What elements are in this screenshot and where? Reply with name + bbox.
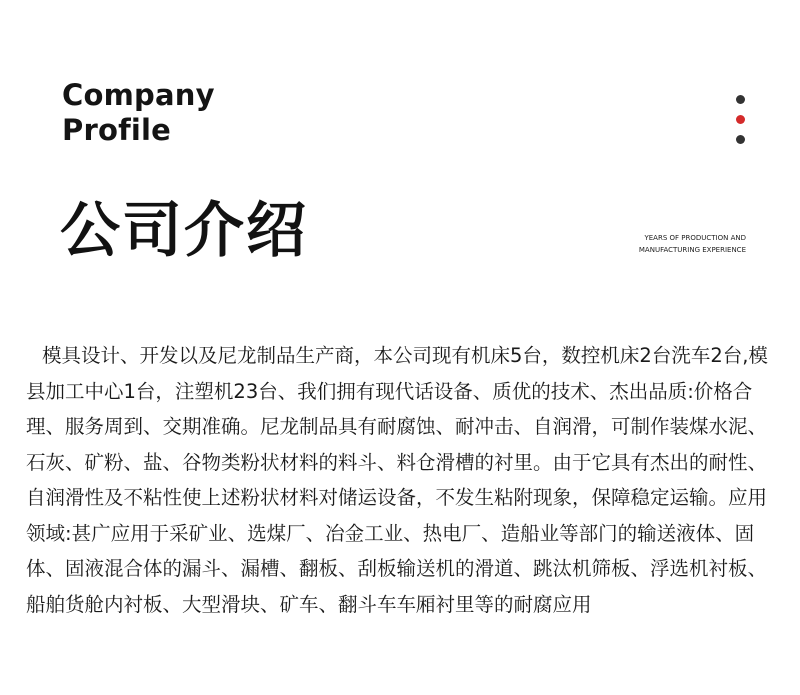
decorative-dots <box>736 95 746 155</box>
chinese-title: 公司介绍 <box>60 196 308 266</box>
caption-line-1: YEARS OF PRODUCTION AND <box>644 234 746 242</box>
dot-icon-middle <box>736 115 745 124</box>
heading-line-company: Company <box>62 78 215 112</box>
experience-caption <box>639 232 746 256</box>
company-profile-heading <box>62 78 215 148</box>
dot-icon-bottom <box>736 135 745 144</box>
heading-line-profile: Profile <box>62 113 172 147</box>
company-description: 模具设计、开发以及尼龙制品生产商，本公司现有机床5台，数控机床2台洗车2台,模县加工中心1台，注塑机23台、我们拥有现代话设备、质优的技术、杰出品质:价格合理、服务周到、交期准确。尼龙制品具有耐腐蚀、耐冲击、自润滑，可制作装煤水泥、石灰、矿粉、盐、谷物类粉状材料的料斗、料仓滑槽的衬里。由于它具有杰出的耐性、自润滑性及不粘性使上述粉状材料对储运设备，不发生粘附现象，保障稳定运输。应用领域:甚广应用于采矿业、选煤厂、冶金工业、热电厂、造船业等部门的输送液体、固体、固液混合体的漏斗、漏槽、翻板、刮板输送机的滑道、跳汰机筛板、浮选机衬板、船舶货舱内衬板、大型滑块、矿车、翻斗车车厢衬里等的耐腐应用 <box>26 344 768 616</box>
dot-icon-top <box>736 95 745 104</box>
caption-line-2: MANUFACTURING EXPERIENCE <box>638 246 746 254</box>
